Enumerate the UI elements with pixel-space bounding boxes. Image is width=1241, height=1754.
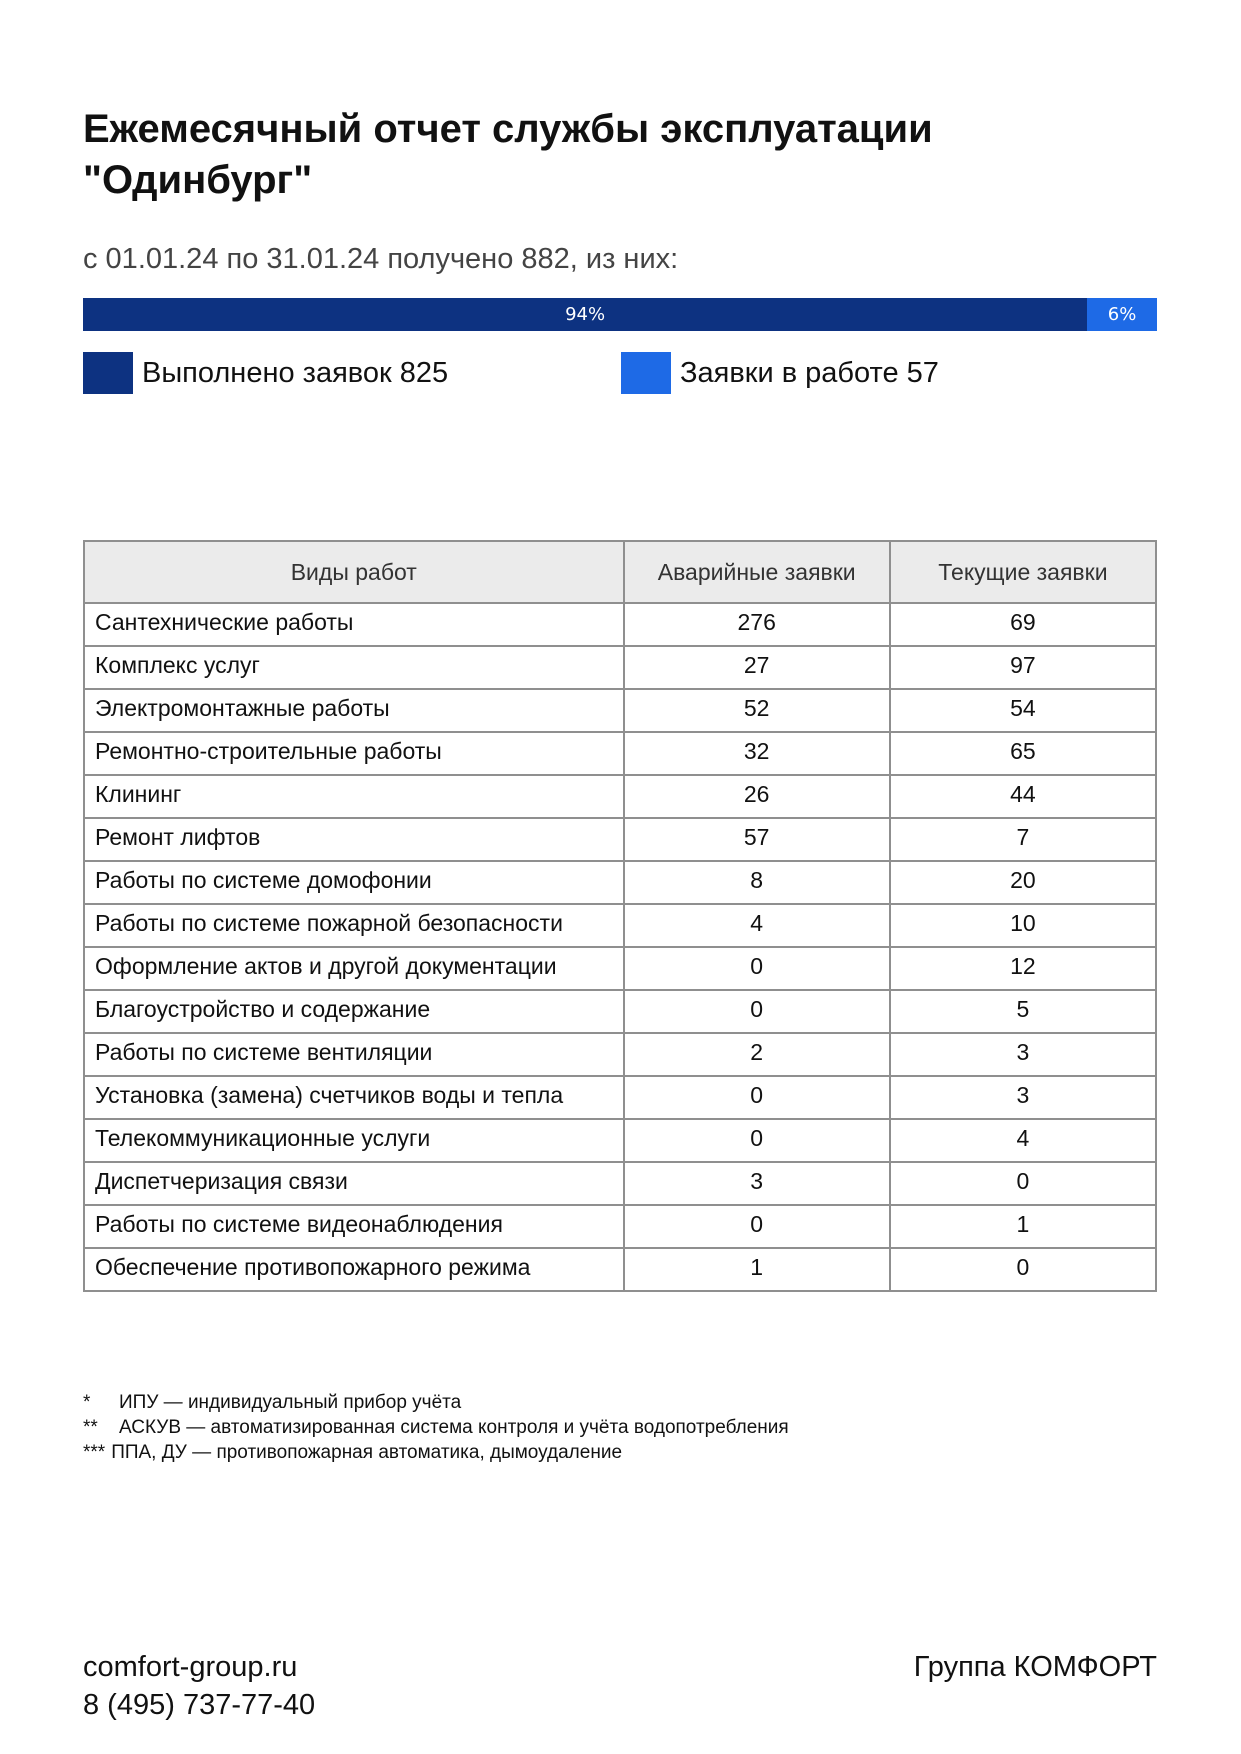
title-line-2: "Одинбург" xyxy=(83,158,313,202)
footnote-text: ППА, ДУ — противопожарная автоматика, дымоудаление xyxy=(111,1442,623,1463)
legend-label-work: Заявки в работе 57 xyxy=(680,356,939,389)
progress-work-segment xyxy=(1087,298,1157,331)
website-link[interactable]: comfort-group.ru xyxy=(83,1651,298,1683)
current-count-cell: 44 xyxy=(890,775,1156,818)
emergency-count-cell: 1 xyxy=(624,1248,890,1291)
report-period-summary: с 01.01.24 по 31.01.24 получено 882, из них: xyxy=(83,243,679,275)
header-work-type: Виды работ xyxy=(84,541,624,603)
current-count-cell: 69 xyxy=(890,603,1156,646)
current-count-cell: 0 xyxy=(890,1248,1156,1291)
work-type-cell: Оформление актов и другой документации xyxy=(84,947,624,990)
emergency-count-cell: 52 xyxy=(624,689,890,732)
current-count-cell: 4 xyxy=(890,1119,1156,1162)
current-count-cell: 3 xyxy=(890,1076,1156,1119)
table-row xyxy=(84,1119,1156,1162)
emergency-count-cell: 8 xyxy=(624,861,890,904)
footnote-mark: * xyxy=(83,1392,91,1413)
current-count-cell: 54 xyxy=(890,689,1156,732)
progress-done-label: 94% xyxy=(565,304,606,325)
progress-done-segment xyxy=(83,298,1087,331)
current-count-cell: 97 xyxy=(890,646,1156,689)
work-type-cell: Комплекс услуг xyxy=(84,646,624,689)
table-row xyxy=(84,1162,1156,1205)
work-type-cell: Благоустройство и содержание xyxy=(84,990,624,1033)
current-count-cell: 0 xyxy=(890,1162,1156,1205)
emergency-count-cell: 32 xyxy=(624,732,890,775)
header-emergency: Аварийные заявки xyxy=(624,541,890,603)
table-row xyxy=(84,775,1156,818)
emergency-count-cell: 0 xyxy=(624,990,890,1033)
phone-number: 8 (495) 737-77-40 xyxy=(83,1689,316,1721)
emergency-count-cell: 2 xyxy=(624,1033,890,1076)
work-type-cell: Диспетчеризация связи xyxy=(84,1162,624,1205)
current-count-cell: 3 xyxy=(890,1033,1156,1076)
work-type-cell: Ремонт лифтов xyxy=(84,818,624,861)
current-count-cell: 12 xyxy=(890,947,1156,990)
emergency-count-cell: 0 xyxy=(624,1119,890,1162)
emergency-count-cell: 57 xyxy=(624,818,890,861)
legend-swatch-done xyxy=(83,352,133,394)
footnote xyxy=(83,1390,789,1415)
page-title xyxy=(83,104,1163,206)
work-type-cell: Ремонтно-строительные работы xyxy=(84,732,624,775)
work-type-cell: Работы по системе домофонии xyxy=(84,861,624,904)
header-current: Текущие заявки xyxy=(890,541,1156,603)
table-row xyxy=(84,1076,1156,1119)
table-row xyxy=(84,646,1156,689)
table-row xyxy=(84,732,1156,775)
legend-swatch-work xyxy=(621,352,671,394)
current-count-cell: 65 xyxy=(890,732,1156,775)
table-row xyxy=(84,1205,1156,1248)
work-type-cell: Клининг xyxy=(84,775,624,818)
emergency-count-cell: 26 xyxy=(624,775,890,818)
table-row xyxy=(84,818,1156,861)
emergency-count-cell: 4 xyxy=(624,904,890,947)
table-row xyxy=(84,990,1156,1033)
emergency-count-cell: 0 xyxy=(624,1205,890,1248)
progress-work-label: 6% xyxy=(1107,304,1137,325)
work-type-cell: Сантехнические работы xyxy=(84,603,624,646)
legend-item-done xyxy=(83,352,448,394)
emergency-count-cell: 276 xyxy=(624,603,890,646)
footnote xyxy=(83,1415,789,1440)
legend-item-work xyxy=(621,352,939,394)
table-row xyxy=(84,1033,1156,1076)
work-type-cell: Работы по системе пожарной безопасности xyxy=(84,904,624,947)
current-count-cell: 5 xyxy=(890,990,1156,1033)
table-row xyxy=(84,603,1156,646)
legend-label-done: Выполнено заявок 825 xyxy=(142,356,449,389)
completion-progress-bar xyxy=(83,298,1157,331)
footnotes xyxy=(83,1390,789,1465)
footnote-mark: *** xyxy=(83,1442,106,1463)
company-name: Группа КОМФОРТ xyxy=(913,1651,1157,1683)
work-type-cell: Телекоммуникационные услуги xyxy=(84,1119,624,1162)
current-count-cell: 7 xyxy=(890,818,1156,861)
footnote-text: ИПУ — индивидуальный прибор учёта xyxy=(119,1392,462,1413)
table-row xyxy=(84,689,1156,732)
current-count-cell: 1 xyxy=(890,1205,1156,1248)
footer-contacts xyxy=(83,1648,315,1724)
work-type-cell: Работы по системе видеонаблюдения xyxy=(84,1205,624,1248)
emergency-count-cell: 0 xyxy=(624,1076,890,1119)
table-header-row xyxy=(84,541,1156,603)
footnote-mark: ** xyxy=(83,1417,98,1438)
footnote-text: АСКУВ — автоматизированная система контроля и учёта водопотребления xyxy=(119,1417,789,1438)
work-type-cell: Обеспечение противопожарного режима xyxy=(84,1248,624,1291)
current-count-cell: 20 xyxy=(890,861,1156,904)
work-type-cell: Установка (замена) счетчиков воды и тепла xyxy=(84,1076,624,1119)
footnote xyxy=(83,1440,789,1465)
current-count-cell: 10 xyxy=(890,904,1156,947)
title-line-1: Ежемесячный отчет службы эксплуатации xyxy=(83,107,933,151)
table-row xyxy=(84,947,1156,990)
work-type-cell: Работы по системе вентиляции xyxy=(84,1033,624,1076)
table-row xyxy=(84,904,1156,947)
emergency-count-cell: 27 xyxy=(624,646,890,689)
table-row xyxy=(84,1248,1156,1291)
emergency-count-cell: 3 xyxy=(624,1162,890,1205)
work-types-table xyxy=(83,540,1157,1292)
emergency-count-cell: 0 xyxy=(624,947,890,990)
work-type-cell: Электромонтажные работы xyxy=(84,689,624,732)
table-row xyxy=(84,861,1156,904)
